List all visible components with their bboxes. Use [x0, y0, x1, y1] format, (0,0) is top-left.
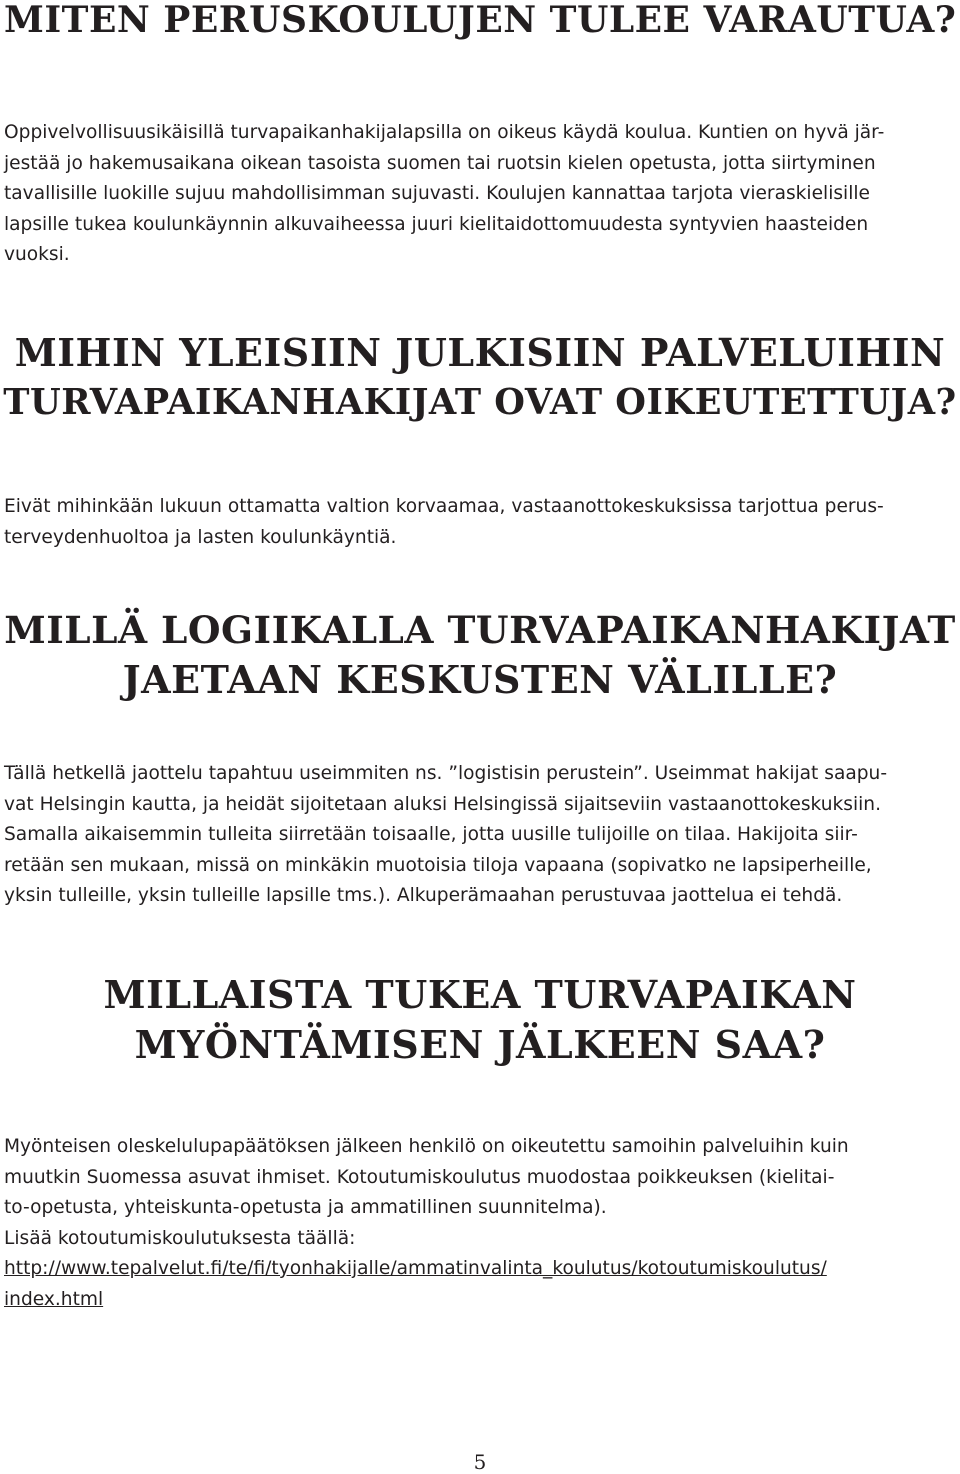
- heading-line: MILLÄ LOGIIKALLA TURVAPAIKANHAKIJAT: [4, 608, 956, 652]
- heading-line: MILLAISTA TUKEA TURVAPAIKAN: [103, 972, 857, 1017]
- link-line[interactable]: http://www.tepalvelut.fi/te/fi/tyonhakijalle/ammatinvalinta_koulutus/kotoutumiskoulutus/: [4, 1258, 827, 1279]
- section-heading-tuki: [0, 970, 960, 1070]
- section-heading-julkiset-palvelut: [0, 328, 960, 428]
- heading-line: MIHIN YLEISIIN JULKISIIN PALVELUIHIN: [14, 330, 946, 375]
- body-line: to-opetusta, yhteiskunta-opetusta ja ammatillinen suunnitelma).: [4, 1197, 607, 1218]
- body-line: jestää jo hakemusaikana oikean tasoista suomen tai ruotsin kielen opetusta, jotta siirtyminen: [4, 152, 876, 174]
- section-body-julkiset-palvelut: [4, 492, 956, 553]
- kotoutumiskoulutus-link-continued[interactable]: [4, 1285, 956, 1316]
- body-line: Eivät mihinkään lukuun ottamatta valtion korvaamaa, vastaanottokeskuksissa tarjottua perus-: [4, 496, 884, 517]
- body-line: vuoksi.: [4, 244, 70, 265]
- body-line: vat Helsingin kautta, ja heidät sijoitetaan aluksi Helsingissä sijaitseviin vastaanottokeskuksiin.: [4, 793, 881, 815]
- body-line: retään sen mukaan, missä on minkäkin muotoisia tiloja vapaana (sopivatko ne lapsiperheille,: [4, 854, 872, 876]
- body-line: Myönteisen oleskelulupapäätöksen jälkeen henkilö on oikeutettu samoihin palveluihin kuin: [4, 1136, 849, 1157]
- body-line: muutkin Suomessa asuvat ihmiset. Kotoutumiskoulutus muodostaa poikkeuksen (kielitai-: [4, 1166, 835, 1188]
- section-heading-peruskoulut: [4, 0, 960, 45]
- heading-line: MITEN PERUSKOULUJEN TULEE VARAUTUA?: [4, 0, 957, 41]
- heading-line: TURVAPAIKANHAKIJAT OVAT OIKEUTETTUJA?: [3, 382, 957, 423]
- section-heading-logiikka: [0, 605, 960, 705]
- kotoutumiskoulutus-link[interactable]: [4, 1254, 956, 1285]
- page-number: 5: [473, 1450, 487, 1474]
- heading-line: MYÖNTÄMISEN JÄLKEEN SAA?: [134, 1022, 826, 1067]
- body-line: yksin tulleille, yksin tulleille lapsille tms.). Alkuperämaahan perustuvaa jaottelua ei tehdä.: [4, 885, 843, 906]
- body-line: tavallisille luokille sujuu mahdollisimman sujuvasti. Koulujen kannattaa tarjota vieraskielisille: [4, 183, 870, 204]
- body-line: Oppivelvollisuusikäisillä turvapaikanhakijalapsilla on oikeus käydä koulua. Kuntien on hyvä jär-: [4, 122, 885, 143]
- body-line: Tällä hetkellä jaottelu tapahtuu useimmiten ns. ”logistisin perustein”. Useimmat hakijat saapu-: [4, 763, 888, 784]
- heading-line: JAETAAN KESKUSTEN VÄLILLE?: [122, 657, 838, 702]
- section-body-logiikka: [4, 759, 956, 912]
- section-body-peruskoulut: [4, 118, 956, 271]
- body-line: Samalla aikaisemmin tulleita siirretään toisaalle, jotta uusille tulijoille on tilaa. Hakijoita siir-: [4, 824, 858, 845]
- body-line: terveydenhuoltoa ja lasten koulunkäyntiä.: [4, 526, 397, 548]
- body-line: lapsille tukea koulunkäynnin alkuvaiheessa juuri kielitaidottomuudesta syntyvien haasteiden: [4, 213, 869, 235]
- link-line[interactable]: index.html: [4, 1288, 104, 1310]
- section-body-tuki: [4, 1132, 956, 1315]
- body-line: Lisää kotoutumiskoulutuksesta täällä:: [4, 1227, 356, 1249]
